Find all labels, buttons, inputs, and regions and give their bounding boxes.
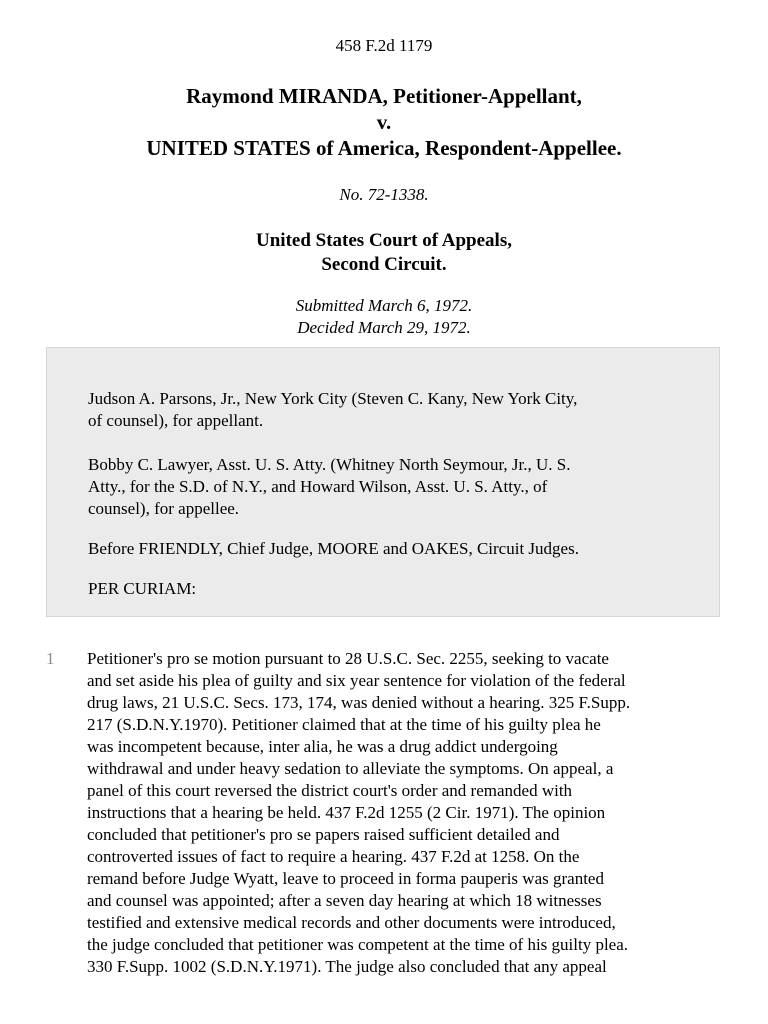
opinion-line: controverted issues of fact to require a hearing. 437 F.2d at 1258. On the [87,847,580,866]
opinion-line: was incompetent because, inter alia, he was a drug addict undergoing [87,737,558,756]
opinion-line: drug laws, 21 U.S.C. Secs. 173, 174, was denied without a hearing. 325 F.Supp. [87,693,631,712]
appellant-counsel-line1: Judson A. Parsons, Jr., New York City (Steven C. Kany, New York City, [88,389,578,408]
case-citation: 458 F.2d 1179 [335,36,433,55]
opinion-line: remand before Judge Wyatt, leave to proceed in forma pauperis was granted [87,869,604,888]
appellee-counsel-line1: Bobby C. Lawyer, Asst. U. S. Atty. (Whitney North Seymour, Jr., U. S. [88,455,571,474]
submitted-date: Submitted March 6, 1972. [295,296,473,315]
court-name-line2: Second Circuit. [321,254,447,275]
appellee-counsel-line3: counsel), for appellee. [88,499,240,518]
opinion-line: 330 F.Supp. 1002 (S.D.N.Y.1971). The judge also concluded that any appeal [87,957,607,976]
appellee-counsel-line2: Atty., for the S.D. of N.Y., and Howard Wilson, Asst. U. S. Atty., of [88,477,548,496]
respondent-line: UNITED STATES of America, Respondent-Appellee. [146,136,622,160]
opinion-line: and set aside his plea of guilty and six year sentence for violation of the federal [87,671,626,690]
decided-date: Decided March 29, 1972. [297,318,471,337]
opinion-line: instructions that a hearing be held. 437 F.2d 1255 (2 Cir. 1971). The opinion [87,803,606,822]
counsel-panel [46,347,720,617]
opinion-line: Petitioner's pro se motion pursuant to 28 U.S.C. Sec. 2255, seeking to vacate [87,649,609,668]
petitioner-line: Raymond MIRANDA, Petitioner-Appellant, [186,84,582,108]
opinion-line: and counsel was appointed; after a seven day hearing at which 18 witnesses [87,891,602,910]
versus-line: v. [376,110,392,134]
per-curiam-heading: PER CURIAM: [88,579,197,598]
docket-number: No. 72-1338. [339,185,429,204]
panel-judges: Before FRIENDLY, Chief Judge, MOORE and OAKES, Circuit Judges. [88,539,579,558]
opinion-line: the judge concluded that petitioner was competent at the time of his guilty plea. [87,935,629,954]
appellant-counsel-line2: of counsel), for appellant. [88,411,264,430]
court-name [0,229,768,277]
opinion-line: withdrawal and under heavy sedation to alleviate the symptoms. On appeal, a [87,759,614,778]
opinion-line: testified and extensive medical records and other documents were introduced, [87,913,616,932]
opinion-line: panel of this court reversed the district court's order and remanded with [87,781,573,800]
court-name-line1: United States Court of Appeals, [256,230,512,251]
case-caption [0,83,768,161]
appellee-counsel [88,454,688,520]
opinion-line: 217 (S.D.N.Y.1970). Petitioner claimed that at the time of his guilty plea he [87,715,601,734]
paragraph-number: 1 [46,649,55,668]
opinion-paragraph [87,648,723,978]
opinion-line: concluded that petitioner's pro se papers raised sufficient detailed and [87,825,560,844]
case-dates [0,295,768,339]
appellant-counsel [88,388,688,432]
